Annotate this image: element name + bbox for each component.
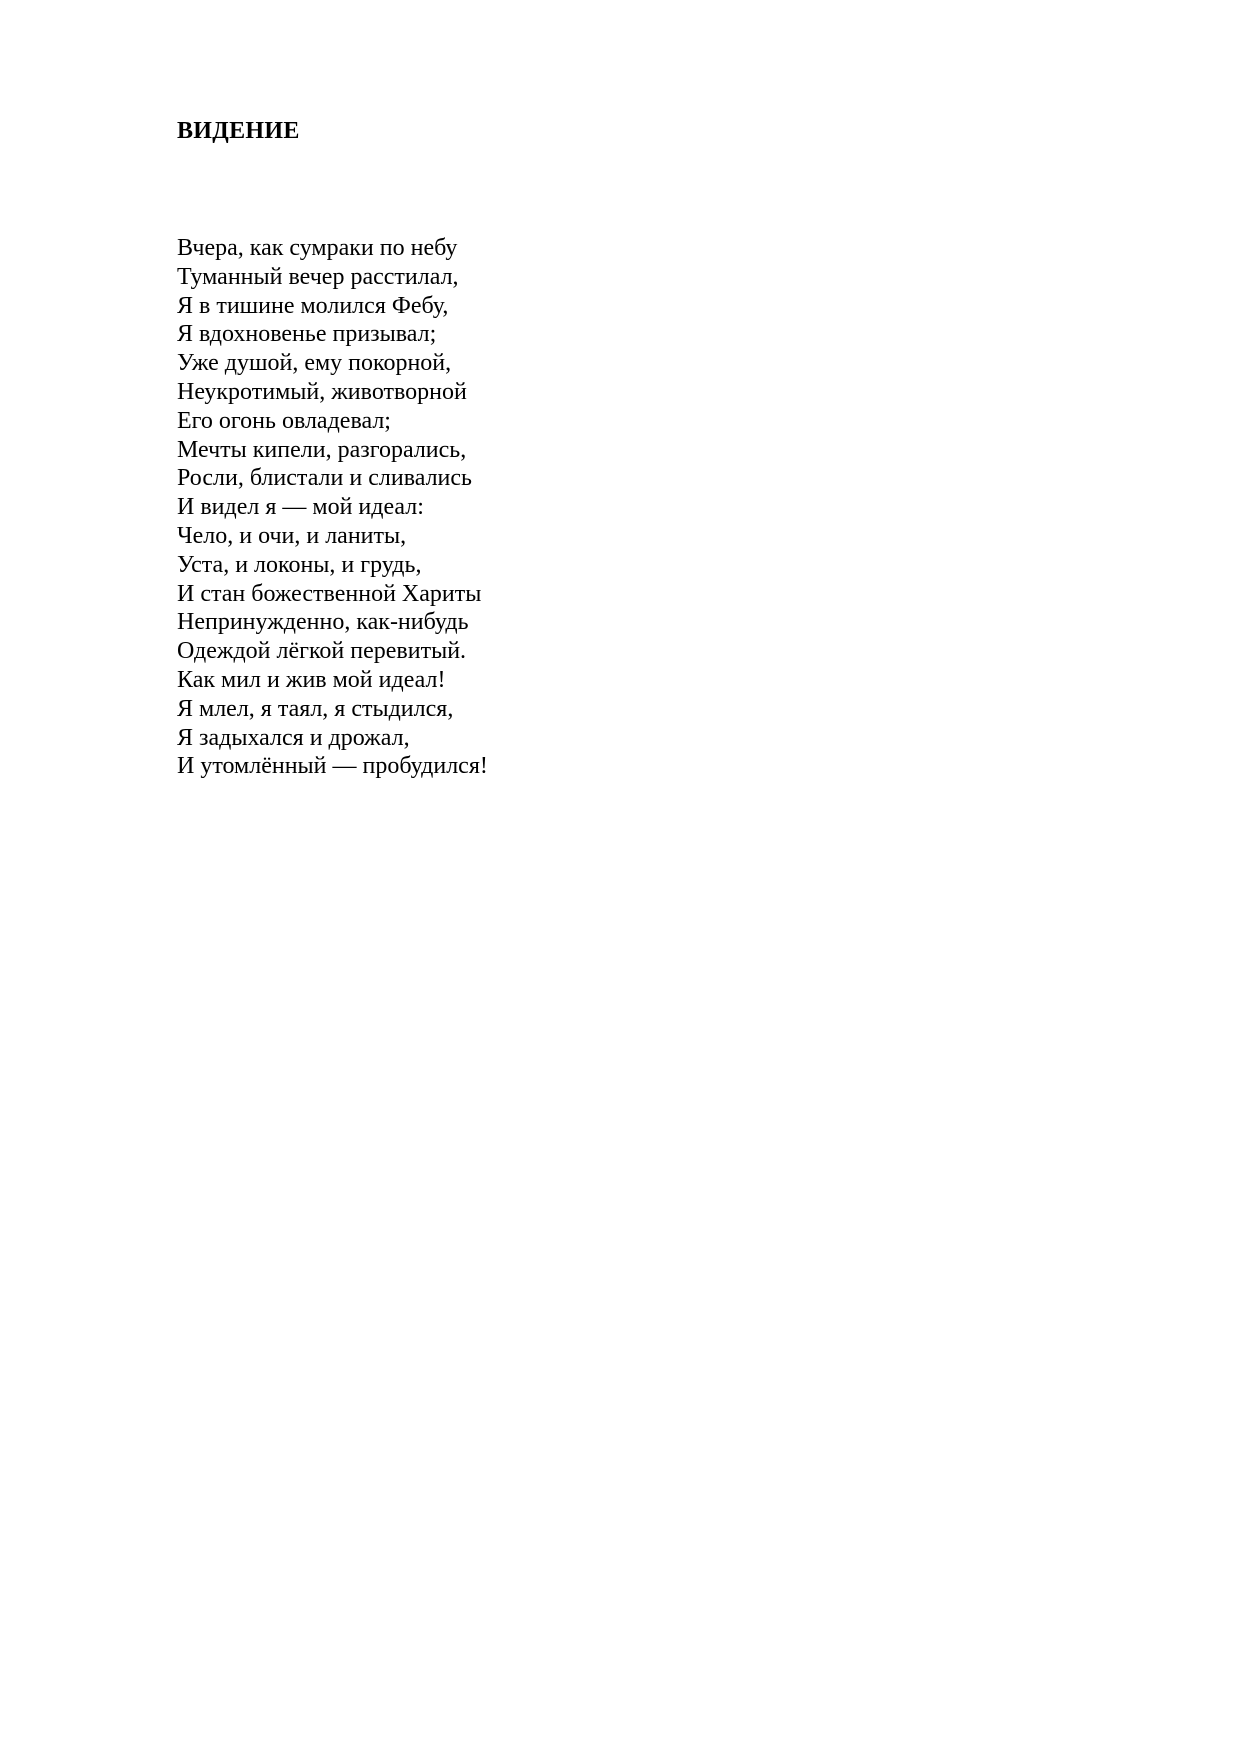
poem-line: Вчера, как сумраки по небу: [177, 235, 458, 261]
poem-line: Его огонь овладевал;: [177, 407, 391, 434]
poem-line: И утомлённый — пробудился!: [177, 753, 488, 780]
poem-line: Я в тишине молился Фебу,: [177, 292, 449, 319]
poem-line: И стан божественной Хариты: [177, 580, 482, 607]
poem-title: ВИДЕНИЕ: [177, 118, 300, 144]
poem-line: Туманный вечер расстилал,: [177, 263, 459, 290]
poem-line: Уже душой, ему покорной,: [177, 350, 452, 377]
poem-line: Росли, блистали и сливались: [177, 465, 472, 492]
poem-line: Я млел, я таял, я стыдился,: [177, 695, 454, 722]
poem-line: Мечты кипели, разгорались,: [177, 436, 467, 463]
poem-line: Неукротимый, животворной: [177, 378, 467, 405]
poem-line: Уста, и локоны, и грудь,: [177, 551, 422, 578]
poem-line: Чело, и очи, и ланиты,: [177, 522, 407, 549]
poem-line: Одеждой лёгкой перевитый.: [177, 638, 467, 665]
poem-line: Непринужденно, как-нибудь: [177, 609, 469, 636]
poem-line: И видел я — мой идеал:: [177, 494, 424, 521]
poem-body: [177, 234, 488, 781]
poem-line: Как мил и жив мой идеал!: [177, 666, 446, 693]
poem-line: Я задыхался и дрожал,: [177, 724, 410, 751]
poem-line: Я вдохновенье призывал;: [177, 321, 437, 348]
